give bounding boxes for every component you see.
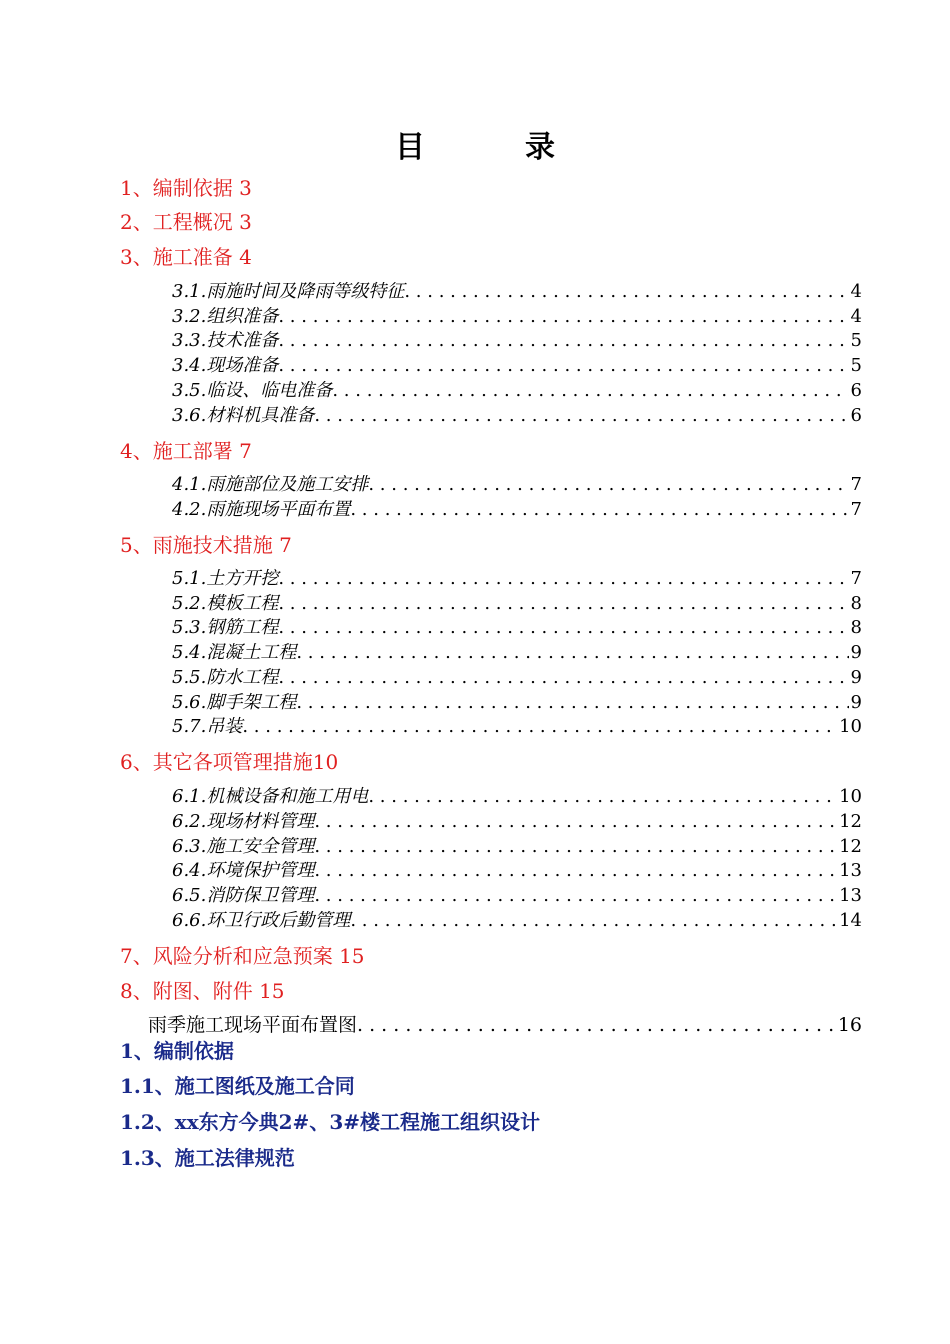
toc-entry-label: 6.3.施工安全管理 [172,836,315,857]
toc-entry-page: 12 [839,811,862,832]
toc-entry-label: 4.1.雨施部位及施工安排 [172,474,369,495]
toc-entry-page: 8 [850,617,862,638]
toc-entry-label: 5.4.混凝土工程 [172,642,297,663]
body-heading-1-1: 1.1、施工图纸及施工合同 [120,1074,355,1098]
toc-entry-page: 6 [850,405,862,426]
toc-section-3[interactable]: 3、施工准备 4 [120,245,252,269]
toc-entry-page: 5 [850,355,862,376]
toc-entry-5-5[interactable] [172,667,862,689]
toc-entry-label: 5.6.脚手架工程 [172,692,297,713]
toc-title-char-1: 目 [395,130,425,165]
toc-entry-label: 6.1.机械设备和施工用电 [172,786,369,807]
toc-entry-label: 3.2.组织准备 [172,306,279,327]
toc-entry-page: 8 [850,593,862,614]
toc-section-6[interactable]: 6、其它各项管理措施10 [120,750,339,774]
toc-title [0,122,950,166]
toc-entry-4-1[interactable] [172,474,862,496]
toc-section-7[interactable]: 7、风险分析和应急预案 15 [120,944,365,968]
toc-entry-label: 3.6.材料机具准备 [172,405,315,426]
toc-entry-label: 5.2.模板工程 [172,593,279,614]
body-heading-1-2: 1.2、xx东方今典2#、3#楼工程施工组织设计 [120,1110,540,1134]
toc-entry-page: 9 [850,642,862,663]
toc-entry-label: 5.7.吊装 [172,716,243,737]
toc-entry-5-7[interactable] [172,716,862,738]
toc-entry-5-6[interactable] [172,692,862,714]
toc-entry-6-2[interactable] [172,811,862,833]
toc-entry-3-4[interactable] [172,355,862,377]
toc-entry-page: 13 [839,885,862,906]
toc-section-5[interactable]: 5、雨施技术措施 7 [120,533,292,557]
toc-entry-6-5[interactable] [172,885,862,907]
toc-title-char-2: 录 [525,130,555,165]
toc-section-2[interactable]: 2、工程概况 3 [120,210,252,234]
toc-entry-page: 16 [837,1014,862,1036]
toc-entry-label: 3.5.临设、临电准备 [172,380,333,401]
toc-entry-5-4[interactable] [172,642,862,664]
toc-section-1[interactable]: 1、编制依据 3 [120,176,252,200]
toc-entry-page: 9 [850,667,862,688]
toc-entry-3-6[interactable] [172,405,862,427]
toc-entry-label: 6.6.环卫行政后勤管理 [172,910,351,931]
toc-entry-label: 4.2.雨施现场平面布置 [172,499,351,520]
toc-entry-label: 3.4.现场准备 [172,355,279,376]
toc-entry-3-3[interactable] [172,330,862,352]
toc-entry-page: 14 [839,910,862,931]
toc-entry-5-3[interactable] [172,617,862,639]
toc-entry-3-5[interactable] [172,380,862,402]
toc-section-8[interactable]: 8、附图、附件 15 [120,979,285,1003]
toc-entry-6-3[interactable] [172,836,862,858]
toc-entry-page: 4 [850,306,862,327]
toc-entry-label: 3.1.雨施时间及降雨等级特征 [172,281,405,302]
body-heading-1-3: 1.3、施工法律规范 [120,1146,295,1170]
toc-entry-page: 4 [850,281,862,302]
toc-entry-page: 7 [850,568,862,589]
toc-entry-label: 5.1.土方开挖 [172,568,279,589]
toc-entry-page: 12 [839,836,862,857]
toc-entry-page: 10 [839,786,862,807]
toc-entry-page: 13 [839,860,862,881]
toc-entry-4-2[interactable] [172,499,862,521]
toc-entry-6-1[interactable] [172,786,862,808]
toc-entry-label: 5.3.钢筋工程 [172,617,279,638]
toc-entry-page: 7 [850,474,862,495]
toc-entry-page: 9 [850,692,862,713]
toc-entry-8-attachment[interactable] [148,1013,862,1037]
toc-entry-6-6[interactable] [172,910,862,932]
toc-entry-label: 5.5.防水工程 [172,667,279,688]
toc-entry-page: 6 [850,380,862,401]
toc-entry-6-4[interactable] [172,860,862,882]
toc-entry-5-2[interactable] [172,593,862,615]
toc-entry-label: 6.5.消防保卫管理 [172,885,315,906]
toc-entry-label: 雨季施工现场平面布置图 [148,1014,358,1036]
toc-entry-page: 10 [839,716,862,737]
toc-entry-label: 3.3.技术准备 [172,330,279,351]
toc-entry-page: 5 [850,330,862,351]
toc-entry-label: 6.4.环境保护管理 [172,860,315,881]
body-heading-1: 1、编制依据 [120,1039,234,1063]
toc-section-4[interactable]: 4、施工部署 7 [120,439,252,463]
toc-entry-3-2[interactable] [172,306,862,328]
toc-entry-5-1[interactable] [172,568,862,590]
toc-entry-label: 6.2.现场材料管理 [172,811,315,832]
toc-entry-page: 7 [850,499,862,520]
toc-entry-3-1[interactable] [172,281,862,303]
